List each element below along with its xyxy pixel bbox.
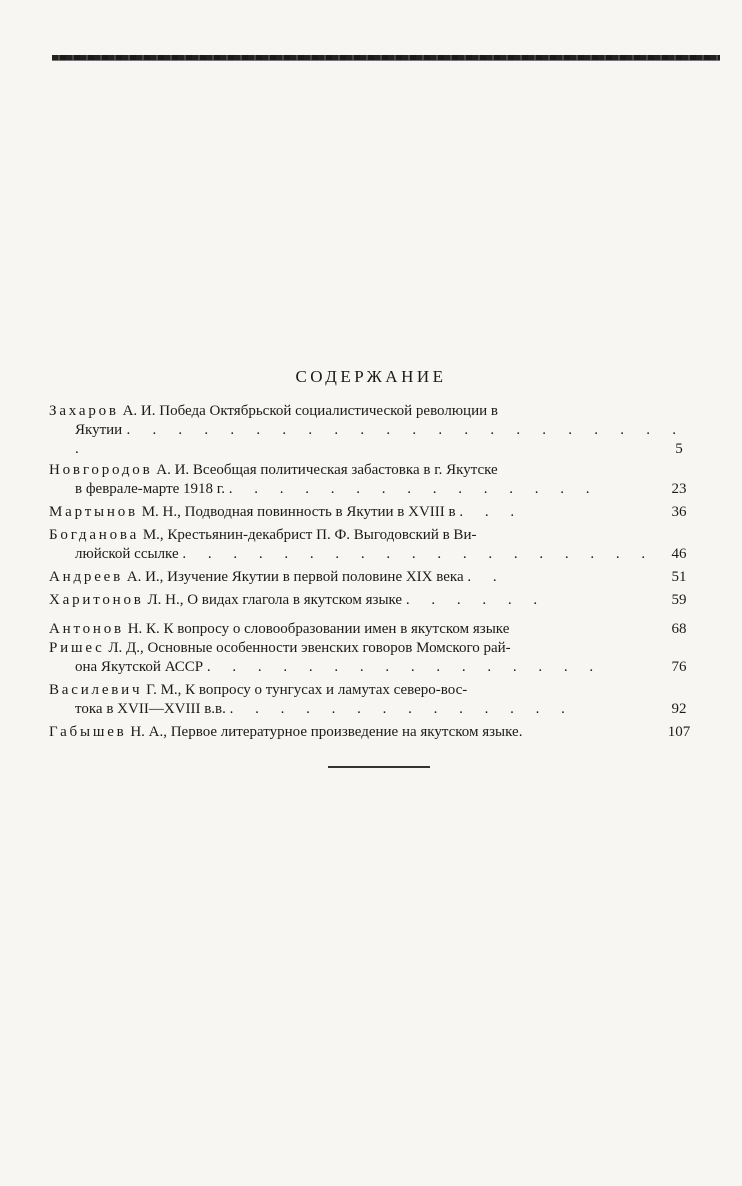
entry-title-line [49, 620, 659, 639]
entry-continuation: она Якутской АССР . . . . . . . . . . . . . . . . [75, 659, 603, 675]
entry-title-line [49, 591, 659, 610]
entry-page-number: 76 [671, 659, 687, 675]
contents-heading: СОДЕРЖАНИЕ [295, 367, 447, 386]
entry-page-number: 59 [671, 592, 687, 608]
leader-dots: . . . . . . . . . . . . . . . . [206, 659, 603, 675]
leader-dots: . . . . . . . . . . . . . . . [228, 481, 599, 497]
bottom-rule [328, 766, 430, 768]
toc-entry [49, 591, 697, 610]
entry-page-number: 107 [667, 724, 691, 740]
entry-page-number: 5 [675, 441, 683, 457]
entry-author: Андреев [49, 569, 123, 585]
entry-page-number: 92 [671, 701, 687, 717]
entry-author: Василевич [49, 682, 143, 698]
entry-title: Л. Н., О видах глагола в якутском языке [147, 592, 403, 608]
entry-title: Н. К. К вопросу о словообразовании имен в якутском языке [127, 621, 510, 637]
entry-author: Харитонов [49, 592, 144, 608]
leader-dots: . . . [459, 504, 524, 520]
entry-title: Л. Д., Основные особенности эвенских говоров Момского рай- [108, 640, 511, 656]
toc-entry [49, 461, 697, 499]
entry-author: Новгородов [49, 462, 153, 478]
top-rule [52, 55, 720, 60]
entry-continuation: люйской ссылке . . . . . . . . . . . . . . . . . . . [75, 546, 655, 562]
entry-title-line [49, 402, 659, 421]
entry-title: М., Крестьянин-декабрист П. Ф. Выгодовский в Ви- [142, 527, 477, 543]
entry-title-line [49, 723, 659, 742]
toc-entry [49, 620, 697, 639]
toc-entry [49, 723, 697, 742]
entry-author: Мартынов [49, 504, 138, 520]
entry-title: А. И. Всеобщая политическая забастовка в г. Якутске [156, 462, 498, 478]
toc-entry [49, 681, 697, 719]
entry-page-number: 23 [671, 481, 687, 497]
entry-title: Н. А., Первое литературное произведение на якутском языке. [130, 724, 523, 740]
leader-dots: . . . . . . . . . . . . . . . . . . . . . . . [75, 422, 686, 457]
entry-continuation: Якутии . . . . . . . . . . . . . . . . . . . . . . . [75, 422, 686, 457]
entry-page-number: 51 [671, 569, 687, 585]
entry-title-line [49, 461, 659, 480]
entry-author: Богданова [49, 527, 140, 543]
leader-dots: . . . . . . . . . . . . . . [229, 701, 574, 717]
entry-title-line [49, 568, 659, 587]
entry-author: Ришес [49, 640, 105, 656]
entry-page-number: 68 [671, 621, 687, 637]
entry-title-line [49, 681, 659, 700]
entry-title-line [49, 503, 659, 522]
entry-title-line [49, 639, 659, 658]
entry-author: Габышев [49, 724, 127, 740]
entry-continuation: тока в XVII—XVIII в.в. . . . . . . . . . . . . . . [75, 701, 574, 717]
table-of-contents [49, 402, 697, 742]
entry-author: Захаров [49, 403, 119, 419]
toc-entry [49, 526, 697, 564]
leader-dots: . . . . . . [405, 592, 547, 608]
entry-page-number: 36 [671, 504, 687, 520]
leader-dots: . . [467, 569, 506, 585]
entry-title: А. И., Изучение Якутии в первой половине XIX века [126, 569, 464, 585]
entry-title-line [49, 526, 659, 545]
entry-page-number: 46 [671, 546, 687, 562]
toc-entry [49, 402, 697, 459]
entry-author: Антонов [49, 621, 124, 637]
entry-title: Г. М., К вопросу о тунгусах и ламутах северо-вос- [146, 682, 468, 698]
entry-title: М. Н., Подводная повинность в Якутии в XVIII в [141, 504, 456, 520]
leader-dots: . . . . . . . . . . . . . . . . . . . [182, 546, 655, 562]
toc-entry [49, 568, 697, 587]
toc-entry [49, 639, 697, 677]
entry-continuation: в феврале-марте 1918 г. . . . . . . . . . . . . . . . [75, 481, 599, 497]
toc-entry [49, 503, 697, 522]
entry-title: А. И. Победа Октябрьской социалистической революции в [122, 403, 498, 419]
